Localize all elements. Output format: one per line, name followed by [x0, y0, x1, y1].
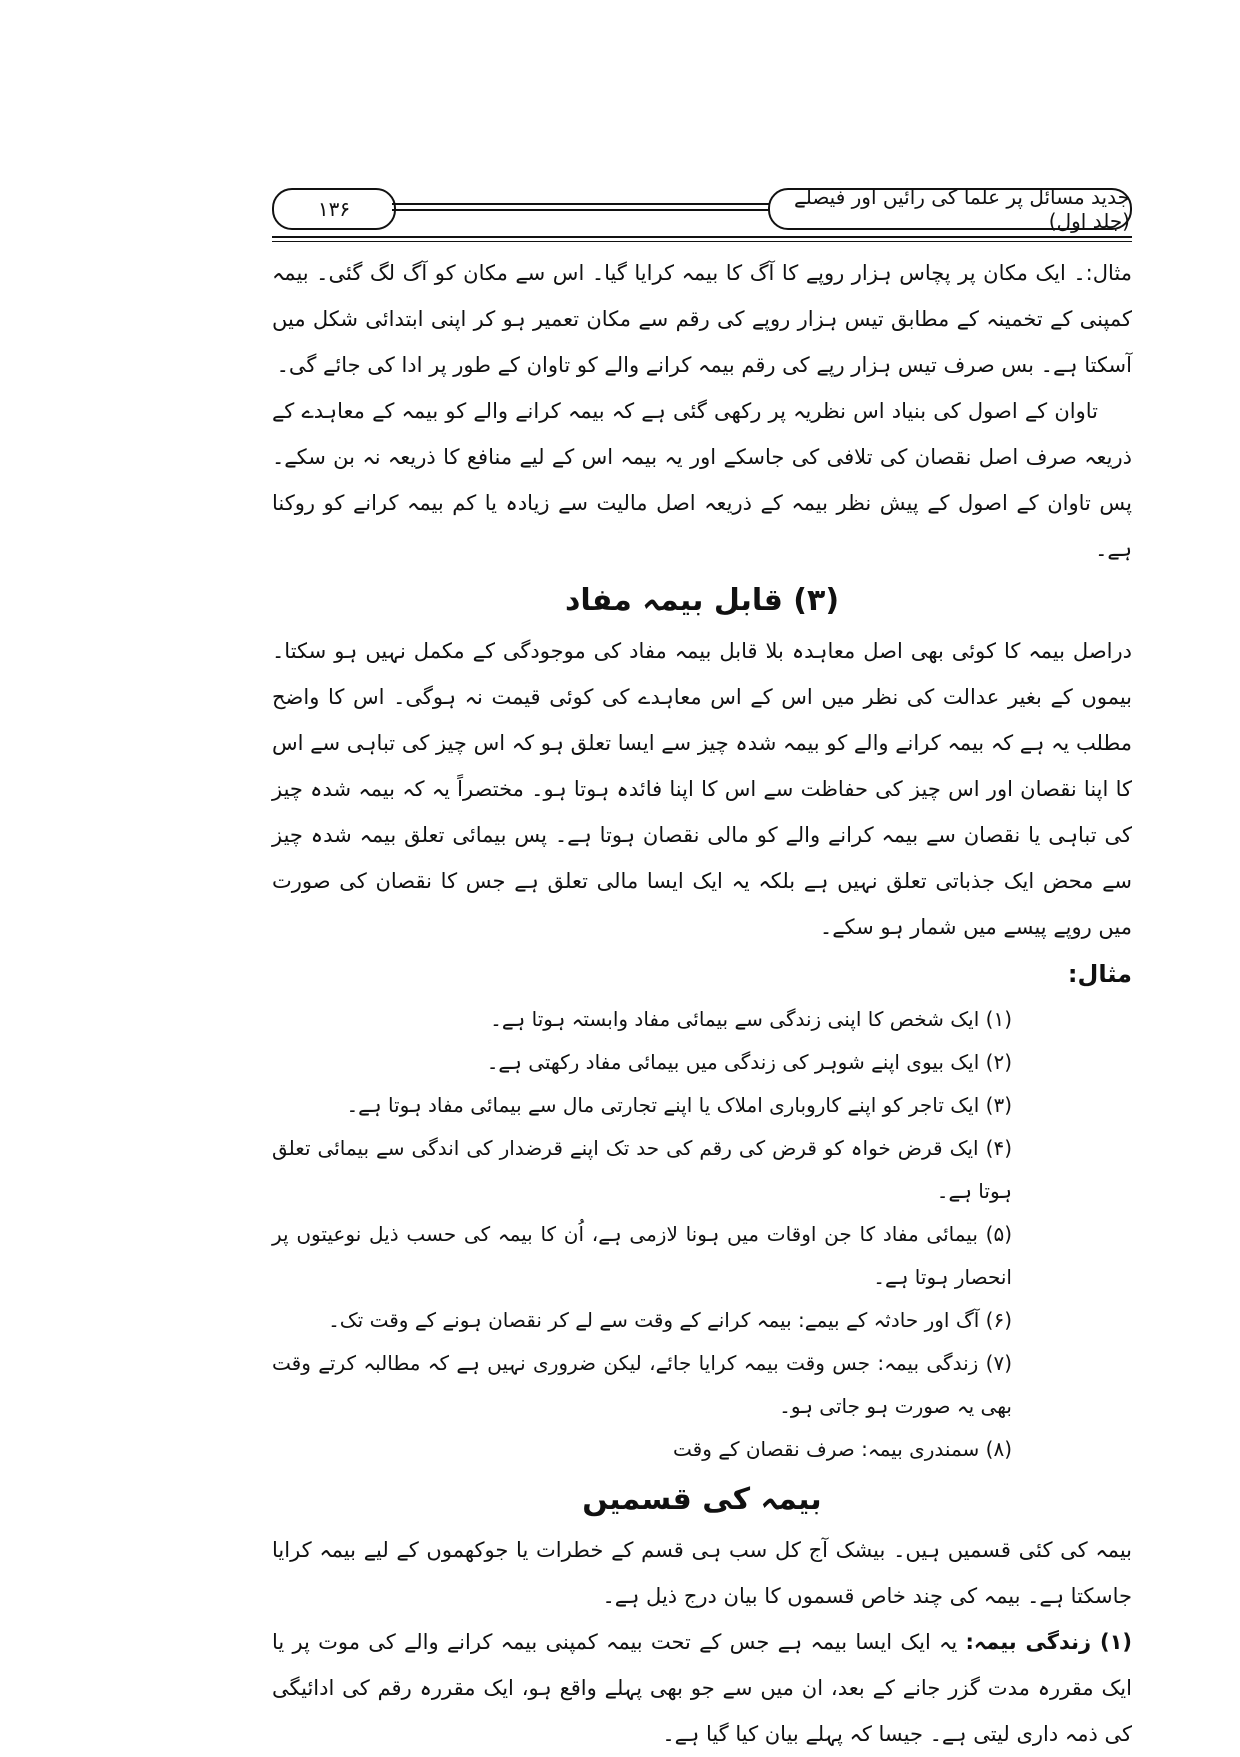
paragraph-example: مثال:۔ ایک مکان پر پچاس ہزار روپے کا آگ کا بیمہ کرایا گیا۔ اس سے مکان کو آگ لگ گئی۔ بیمہ کمپنی کے تخمینہ کے مطابق تیس ہزار روپے کی رقم سے مکان تعمیر ہو کر اپنی ابتدائی شکل میں آسکتا ہے۔ بس صرف تیس ہزار رپے کی رقم بیمہ کرانے والے کو تاوان کے طور پر ادا کی جائے گی۔: [272, 261, 1132, 377]
list-item: (۱) ایک شخص کا اپنی زندگی سے بیمائی مفاد وابستہ ہوتا ہے۔: [490, 1007, 1012, 1031]
header-divider: [392, 203, 772, 211]
list-item: (۲) ایک بیوی اپنے شوہر کی زندگی میں بیمائی مفاد رکھتی ہے۔: [486, 1050, 1012, 1074]
page-body: [272, 250, 1132, 1757]
paragraph-life-insurance: [272, 1619, 1132, 1757]
life-insurance-label: (۱) زندگی بیمہ:: [965, 1630, 1132, 1654]
list-item: (۴) ایک قرض خواہ کو قرض کی رقم کی حد تک اپنے قرضدار کی اندگی سے بیمائی تعلق ہوتا ہے۔: [272, 1136, 1012, 1203]
running-header: [272, 185, 1132, 233]
page-number: ۱۳۶: [272, 188, 396, 230]
examples-list: [272, 998, 1012, 1471]
list-item: (۷) زندگی بیمہ: جس وقت بیمہ کرایا جائے، لیکن ضروری نہیں ہے کہ مطالبہ کرتے وقت بھی یہ صورت ہو جاتی ہو۔: [272, 1351, 1012, 1418]
paragraph-indemnity: تاوان کے اصول کی بنیاد اس نظریہ پر رکھی گئی ہے کہ بیمہ کرانے والے کو بیمہ کے معاہدے کے ذریعہ صرف اصل نقصان کی تلافی کی جاسکے اور یہ بیمہ اس کے لیے منافع کا ذریعہ نہ بن سکے۔ پس تاوان کے اصول کے پیش نظر بیمہ کے ذریعہ اصل مالیت سے زیادہ یا کم بیمہ کرانے کو روکنا ہے۔: [272, 399, 1132, 561]
header-rule: [272, 236, 1132, 242]
list-item: (۳) ایک تاجر کو اپنے کاروباری املاک یا اپنے تجارتی مال سے بیمائی مفاد ہوتا ہے۔: [346, 1093, 1012, 1117]
list-item: (۶) آگ اور حادثہ کے بیمے: بیمہ کرانے کے وقت سے لے کر نقصان ہونے کے وقت تک۔: [328, 1308, 1012, 1332]
section-heading-insurable-interest: (۳) قابل بیمہ مفاد: [564, 583, 840, 618]
life-insurance-text: یہ ایک ایسا بیمہ ہے جس کے تحت بیمہ کمپنی بیمہ کرانے والے کی موت پر یا ایک مقررہ مدت گزر جانے کے بعد، ان میں سے جو بھی پہلے واقع ہو، ایک مقررہ رقم کی ادائیگی کی ذمہ داری لیتی ہے۔ جیسا کہ پہلے بیان کیا گیا ہے۔: [272, 1630, 1132, 1746]
example-label: مثال:: [1067, 960, 1132, 988]
paragraph-insurance-types: بیمہ کی کئی قسمیں ہیں۔ بیشک آج کل سب ہی قسم کے خطرات یا جوکھموں کے لیے بیمہ کرایا جاسکتا ہے۔ بیمہ کی چند خاص قسموں کا بیان درج ذیل ہے۔: [272, 1538, 1132, 1608]
list-item: (۸) سمندری بیمہ: صرف نقصان کے وقت: [673, 1437, 1012, 1461]
paragraph-insurable-interest: دراصل بیمہ کا کوئی بھی اصل معاہدہ بلا قابل بیمہ مفاد کی موجودگی کے مکمل نہیں ہو سکتا۔ بیموں کے بغیر عدالت کی نظر میں اس کے اس معاہدے کی کوئی قیمت نہ ہوگی۔ اس کا واضح مطلب یہ ہے کہ بیمہ کرانے والے کو بیمہ شدہ چیز سے ایسا تعلق ہو کہ اس چیز کی تباہی سے اس کا اپنا نقصان اور اس چیز کی حفاظت سے اس کا اپنا فائدہ ہوتا ہو۔ مختصراً یہ کہ بیمہ شدہ چیز کی تباہی یا نقصان سے بیمہ کرانے والے کو مالی نقصان ہوتا ہے۔ پس بیمائی تعلق بیمہ شدہ چیز سے محض ایک جذباتی تعلق نہیں ہے بلکہ یہ ایک ایسا مالی تعلق ہے جس کا نقصان کی صورت میں روپے پیسے میں شمار ہو سکے۔: [272, 639, 1132, 939]
section-heading-insurance-types: بیمہ کی قسمیں: [582, 1482, 822, 1517]
book-title: جدید مسائل پر علما کی رائیں اور فیصلے (جلد اول): [768, 188, 1132, 230]
list-item: (۵) بیمائی مفاد کا جن اوقات میں ہونا لازمی ہے، اُن کا بیمہ کی حسب ذیل نوعیتوں پر انحصار ہوتا ہے۔: [272, 1222, 1012, 1289]
